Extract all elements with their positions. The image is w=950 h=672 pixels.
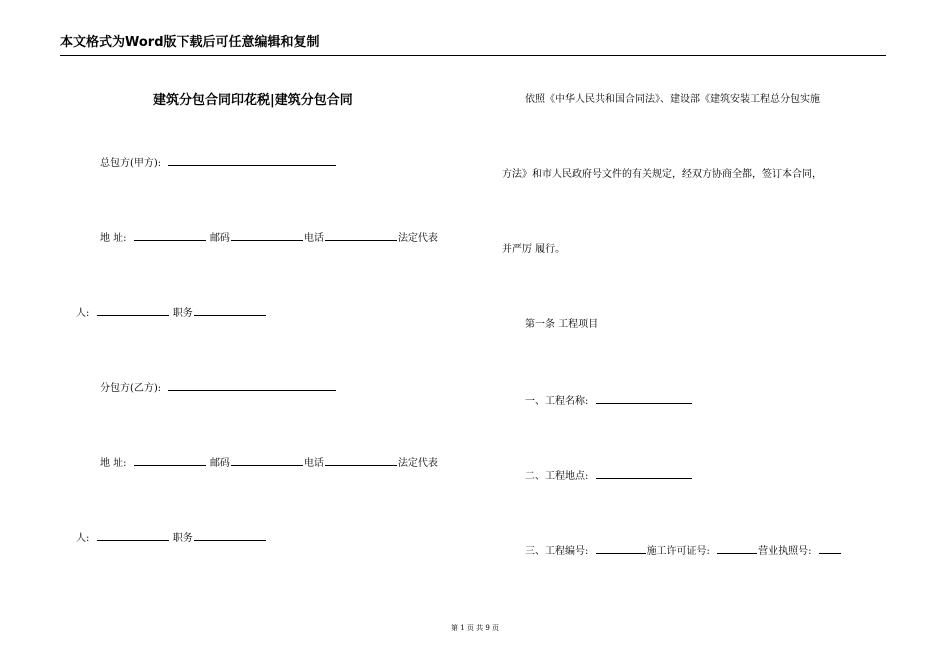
legal-rep-label-2-cont: 人: (76, 533, 90, 544)
project-number-label: 三、工程编号: (525, 546, 589, 557)
project-location-line (525, 468, 693, 484)
legal-rep-label-2: 法定代表 (397, 458, 438, 469)
subcontractor-blank[interactable] (168, 380, 336, 391)
legal-rep-label-1: 法定代表 (397, 233, 438, 244)
address-line-2 (100, 455, 438, 471)
legal-rep-line-1 (76, 305, 267, 321)
position-label-1: 职务 (172, 308, 193, 319)
phone-label-2: 电话 (303, 458, 324, 469)
postcode-blank-2[interactable] (231, 455, 303, 466)
license-number-blank[interactable] (819, 543, 841, 554)
position-blank-1[interactable] (194, 305, 266, 316)
permit-number-blank[interactable] (717, 543, 757, 554)
subcontractor-line (100, 380, 337, 396)
phone-blank-2[interactable] (325, 455, 397, 466)
general-contractor-label: 总包方(甲方): (100, 158, 162, 169)
intro-paragraph-line-3: 并严厉 履行。 (502, 244, 566, 255)
permit-number-label: 施工许可证号: (646, 546, 710, 557)
legal-rep-blank-1[interactable] (97, 305, 169, 316)
position-blank-2[interactable] (194, 530, 266, 541)
project-name-line (525, 393, 693, 409)
postcode-label-1: 邮码 (209, 233, 230, 244)
position-label-2: 职务 (172, 533, 193, 544)
project-name-blank[interactable] (596, 393, 692, 404)
postcode-label-2: 邮码 (209, 458, 230, 469)
address-line-1 (100, 230, 438, 246)
phone-blank-1[interactable] (325, 230, 397, 241)
project-location-label: 二、工程地点: (525, 471, 589, 482)
address-label-1: 地 址: (100, 233, 127, 244)
document-header (60, 35, 886, 56)
legal-rep-line-2 (76, 530, 267, 546)
project-number-line (525, 543, 842, 559)
general-contractor-blank[interactable] (168, 155, 336, 166)
article-1-heading: 第一条 工程项目 (525, 319, 599, 330)
project-location-blank[interactable] (596, 468, 692, 479)
intro-paragraph-line-1: 依照《中华人民共和国合同法》、建设部《建筑安装工程总分包实施 (525, 94, 820, 105)
project-number-blank[interactable] (596, 543, 646, 554)
legal-rep-blank-2[interactable] (97, 530, 169, 541)
header-text: 本文格式为Word版下载后可任意编辑和复制 (60, 35, 320, 50)
postcode-blank-1[interactable] (231, 230, 303, 241)
address-label-2: 地 址: (100, 458, 127, 469)
subcontractor-label: 分包方(乙方): (100, 383, 162, 394)
page-footer: 第 1 页 共 9 页 (450, 624, 500, 632)
phone-label-1: 电话 (303, 233, 324, 244)
document-title: 建筑分包合同印花税|建筑分包合同 (153, 93, 353, 108)
intro-paragraph-line-2: 方法》和市人民政府号文件的有关规定，经双方协商全都，签订本合同， (502, 169, 822, 180)
legal-rep-label-1-cont: 人: (76, 308, 90, 319)
address-blank-2[interactable] (134, 455, 206, 466)
license-number-label: 营业执照号: (758, 546, 812, 557)
project-name-label: 一、工程名称: (525, 396, 589, 407)
address-blank-1[interactable] (134, 230, 206, 241)
general-contractor-line (100, 155, 337, 171)
